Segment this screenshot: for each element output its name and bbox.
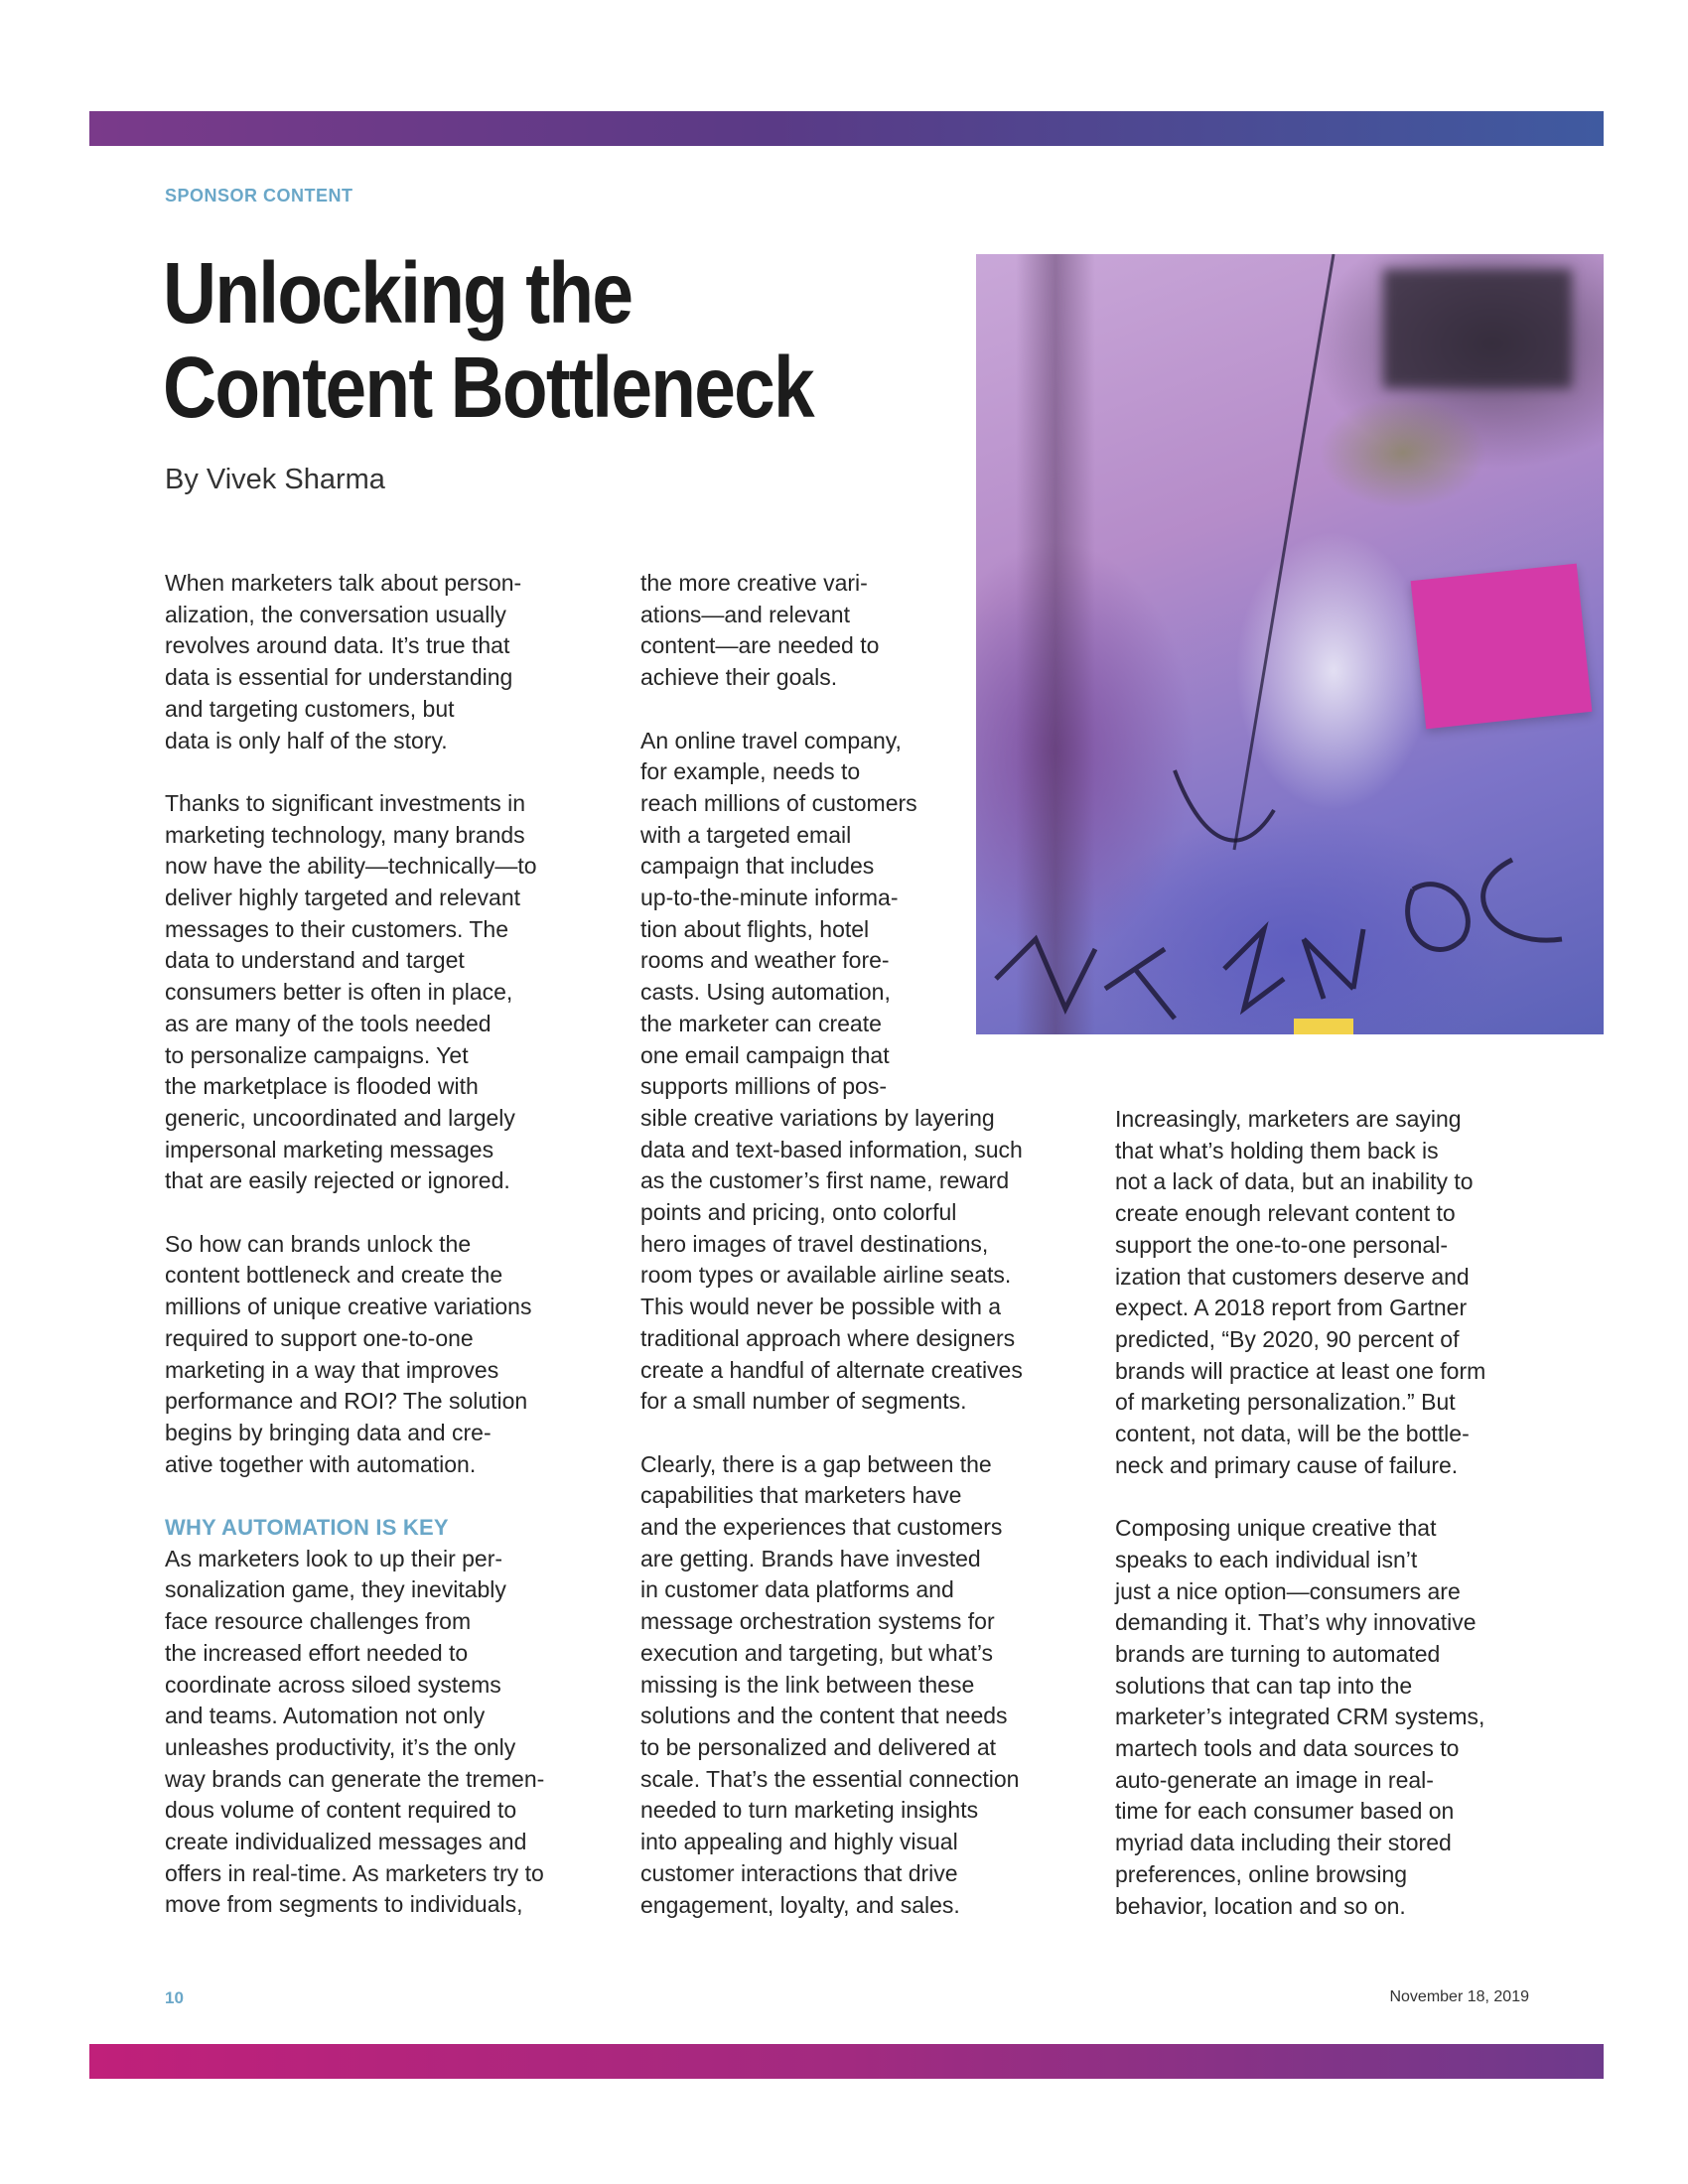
body-text-line: Increasingly, marketers are saying [1115,1106,1462,1132]
body-text-line: create enough relevant content to [1115,1200,1456,1227]
issue-date: November 18, 2019 [1389,1988,1529,2005]
body-text-line: ization that customers deserve and [1115,1263,1470,1290]
paragraph-gap [640,1418,1077,1449]
paragraph-gap [165,1480,592,1512]
column-2 [640,568,1077,1921]
body-text-line: When marketers talk about person- [165,570,522,596]
body-text-line: the marketer can create [640,1010,882,1036]
body-text-line: are getting. Brands have invested [640,1545,981,1571]
body-text-line: behavior, location and so on. [1115,1892,1406,1919]
body-text-line: demanding it. That’s why innovative [1115,1609,1477,1636]
paragraph-gap [165,1197,592,1229]
body-text-line: customer interactions that drive [640,1859,958,1886]
body-text-line: and the experiences that customers [640,1514,1003,1541]
body-text-line: of marketing personalization.” But [1115,1389,1456,1416]
paragraph-gap [640,694,1077,726]
body-text-line: marketing technology, many brands [165,821,525,848]
body-text-line: as the customer’s first name, reward [640,1167,1010,1194]
body-text-line: reach millions of customers [640,789,917,816]
body-text-line: ative together with automation. [165,1450,477,1477]
body-text-line: messages to their customers. The [165,915,508,942]
body-text-line: brands will practice at least one form [1115,1357,1486,1384]
body-text-line: Composing unique creative that [1115,1515,1437,1542]
body-text-line: marketer’s integrated CRM systems, [1115,1704,1485,1730]
body-text-line: So how can brands unlock the [165,1230,472,1257]
paragraph-gap [165,756,592,788]
body-text-line: for a small number of segments. [640,1388,967,1415]
body-text-line: the marketplace is flooded with [165,1073,479,1100]
body-text-line: martech tools and data sources to [1115,1735,1460,1762]
title-line-1: Unlocking the [163,245,633,341]
body-text-line: scale. That’s the essential connection [640,1765,1020,1792]
body-text-line: and targeting customers, but [165,695,455,722]
body-text-line: message orchestration systems for [640,1608,995,1635]
body-text-line: data to understand and target [165,947,465,974]
body-text-line: As marketers look to up their per- [165,1545,503,1571]
body-text-line: Thanks to significant investments in [165,789,526,816]
body-text-line: preferences, online browsing [1115,1860,1408,1887]
body-text-line: alization, the conversation usually [165,601,506,627]
body-text-line: in customer data platforms and [640,1576,954,1603]
body-text-line: sible creative variations by layering [640,1104,995,1131]
body-text-line: consumers better is often in place, [165,979,513,1006]
body-text-line: room types or available airline seats. [640,1262,1012,1289]
body-text-line: into appealing and highly visual [640,1829,958,1855]
body-text-line: performance and ROI? The solution [165,1388,528,1415]
body-text-line: solutions and the content that needs [640,1703,1008,1729]
body-text-line: supports millions of pos- [640,1073,887,1100]
body-text-line: to be personalized and delivered at [640,1733,997,1760]
body-text-line: way brands can generate the tremen- [165,1765,545,1792]
body-text-line: create individualized messages and [165,1829,527,1855]
body-text-line: casts. Using automation, [640,979,891,1006]
body-text-line: data is essential for understanding [165,664,513,691]
body-text-line: impersonal marketing messages [165,1136,494,1162]
body-text-line: generic, uncoordinated and largely [165,1104,515,1131]
body-text-line: data is only half of the story. [165,727,448,753]
body-text-line: face resource challenges from [165,1608,472,1635]
body-text-line: brands are turning to automated [1115,1640,1441,1667]
footer-color-bar [89,2044,1604,2079]
section-subhead: WHY AUTOMATION IS KEY [165,1515,449,1541]
body-text-line: campaign that includes [640,853,875,880]
body-text-line: not a lack of data, but an inability to [1115,1168,1474,1195]
article-title [163,246,829,435]
body-text-line: to personalize campaigns. Yet [165,1041,469,1068]
body-text-line: solutions that can tap into the [1115,1672,1413,1699]
body-text-line: ations—and relevant [640,601,850,627]
body-text-line: speaks to each individual isn’t [1115,1546,1418,1572]
body-text-line: unleashes productivity, it’s the only [165,1733,516,1760]
body-text-line: millions of unique creative variations [165,1294,532,1320]
body-text-line: points and pricing, onto colorful [640,1199,957,1226]
body-text-line: content bottleneck and create the [165,1262,503,1289]
body-text-line: begins by bringing data and cre- [165,1419,492,1445]
body-text-line: tion about flights, hotel [640,915,870,942]
body-text-line: support the one-to-one personal- [1115,1231,1448,1258]
body-text-line: needed to turn marketing insights [640,1797,979,1824]
body-text-line: execution and targeting, but what’s [640,1639,994,1666]
body-text-line: engagement, loyalty, and sales. [640,1891,960,1918]
column-3 [1115,1104,1542,1922]
header-color-bar [89,111,1604,146]
body-text-line: create a handful of alternate creatives [640,1356,1023,1383]
body-text-line: marketing in a way that improves [165,1356,499,1383]
body-text-line: the more creative vari- [640,570,868,596]
body-text-line: data and text-based information, such [640,1136,1023,1162]
body-text-line: with a targeted email [640,821,852,848]
paragraph-gap [1115,1481,1542,1513]
body-text-line: Clearly, there is a gap between the [640,1450,992,1477]
body-text-line: required to support one-to-one [165,1324,474,1351]
body-text-line: move from segments to individuals, [165,1891,523,1918]
body-text-line: achieve their goals. [640,664,838,691]
body-text-line: deliver highly targeted and relevant [165,885,521,911]
body-text-line: sonalization game, they inevitably [165,1576,506,1603]
body-text-line: missing is the link between these [640,1671,975,1698]
body-text-line: up-to-the-minute informa- [640,885,899,911]
body-text-line: one email campaign that [640,1041,890,1068]
body-text-line: An online travel company, [640,727,902,753]
body-text-line: myriad data including their stored [1115,1830,1452,1856]
body-text-line: content—are needed to [640,632,880,659]
body-text-line: content, not data, will be the bottle- [1115,1421,1470,1447]
title-line-2: Content Bottleneck [163,340,813,436]
body-text-line: This would never be possible with a [640,1294,1002,1320]
page-number: 10 [165,1988,184,2007]
body-text-line: now have the ability—technically—to [165,853,537,880]
body-text-line: dous volume of content required to [165,1797,517,1824]
body-text-line: neck and primary cause of failure. [1115,1451,1459,1478]
byline: By Vivek Sharma [165,464,385,495]
body-text-line: predicted, “By 2020, 90 percent of [1115,1325,1460,1352]
body-text-line: traditional approach where designers [640,1324,1016,1351]
body-text-line: that are easily rejected or ignored. [165,1167,510,1194]
body-text-line: as are many of the tools needed [165,1010,492,1036]
body-text-line: capabilities that marketers have [640,1482,962,1509]
body-text-line: time for each consumer based on [1115,1798,1455,1825]
column-1 [165,568,592,1921]
body-text-line: hero images of travel destinations, [640,1230,989,1257]
body-text-line: revolves around data. It’s true that [165,632,510,659]
body-text-line: the increased effort needed to [165,1639,469,1666]
body-text-line: auto-generate an image in real- [1115,1766,1434,1793]
sponsor-label: SPONSOR CONTENT [165,186,353,205]
body-text-line: rooms and weather fore- [640,947,890,974]
body-text-line: expect. A 2018 report from Gartner [1115,1295,1468,1321]
body-text-line: coordinate across siloed systems [165,1671,501,1698]
body-text-line: for example, needs to [640,758,861,785]
body-text-line: that what’s holding them back is [1115,1137,1439,1163]
body-text-line: offers in real-time. As marketers try to [165,1859,544,1886]
body-text-line: and teams. Automation not only [165,1703,486,1729]
body-text-line: just a nice option—consumers are [1115,1577,1461,1604]
